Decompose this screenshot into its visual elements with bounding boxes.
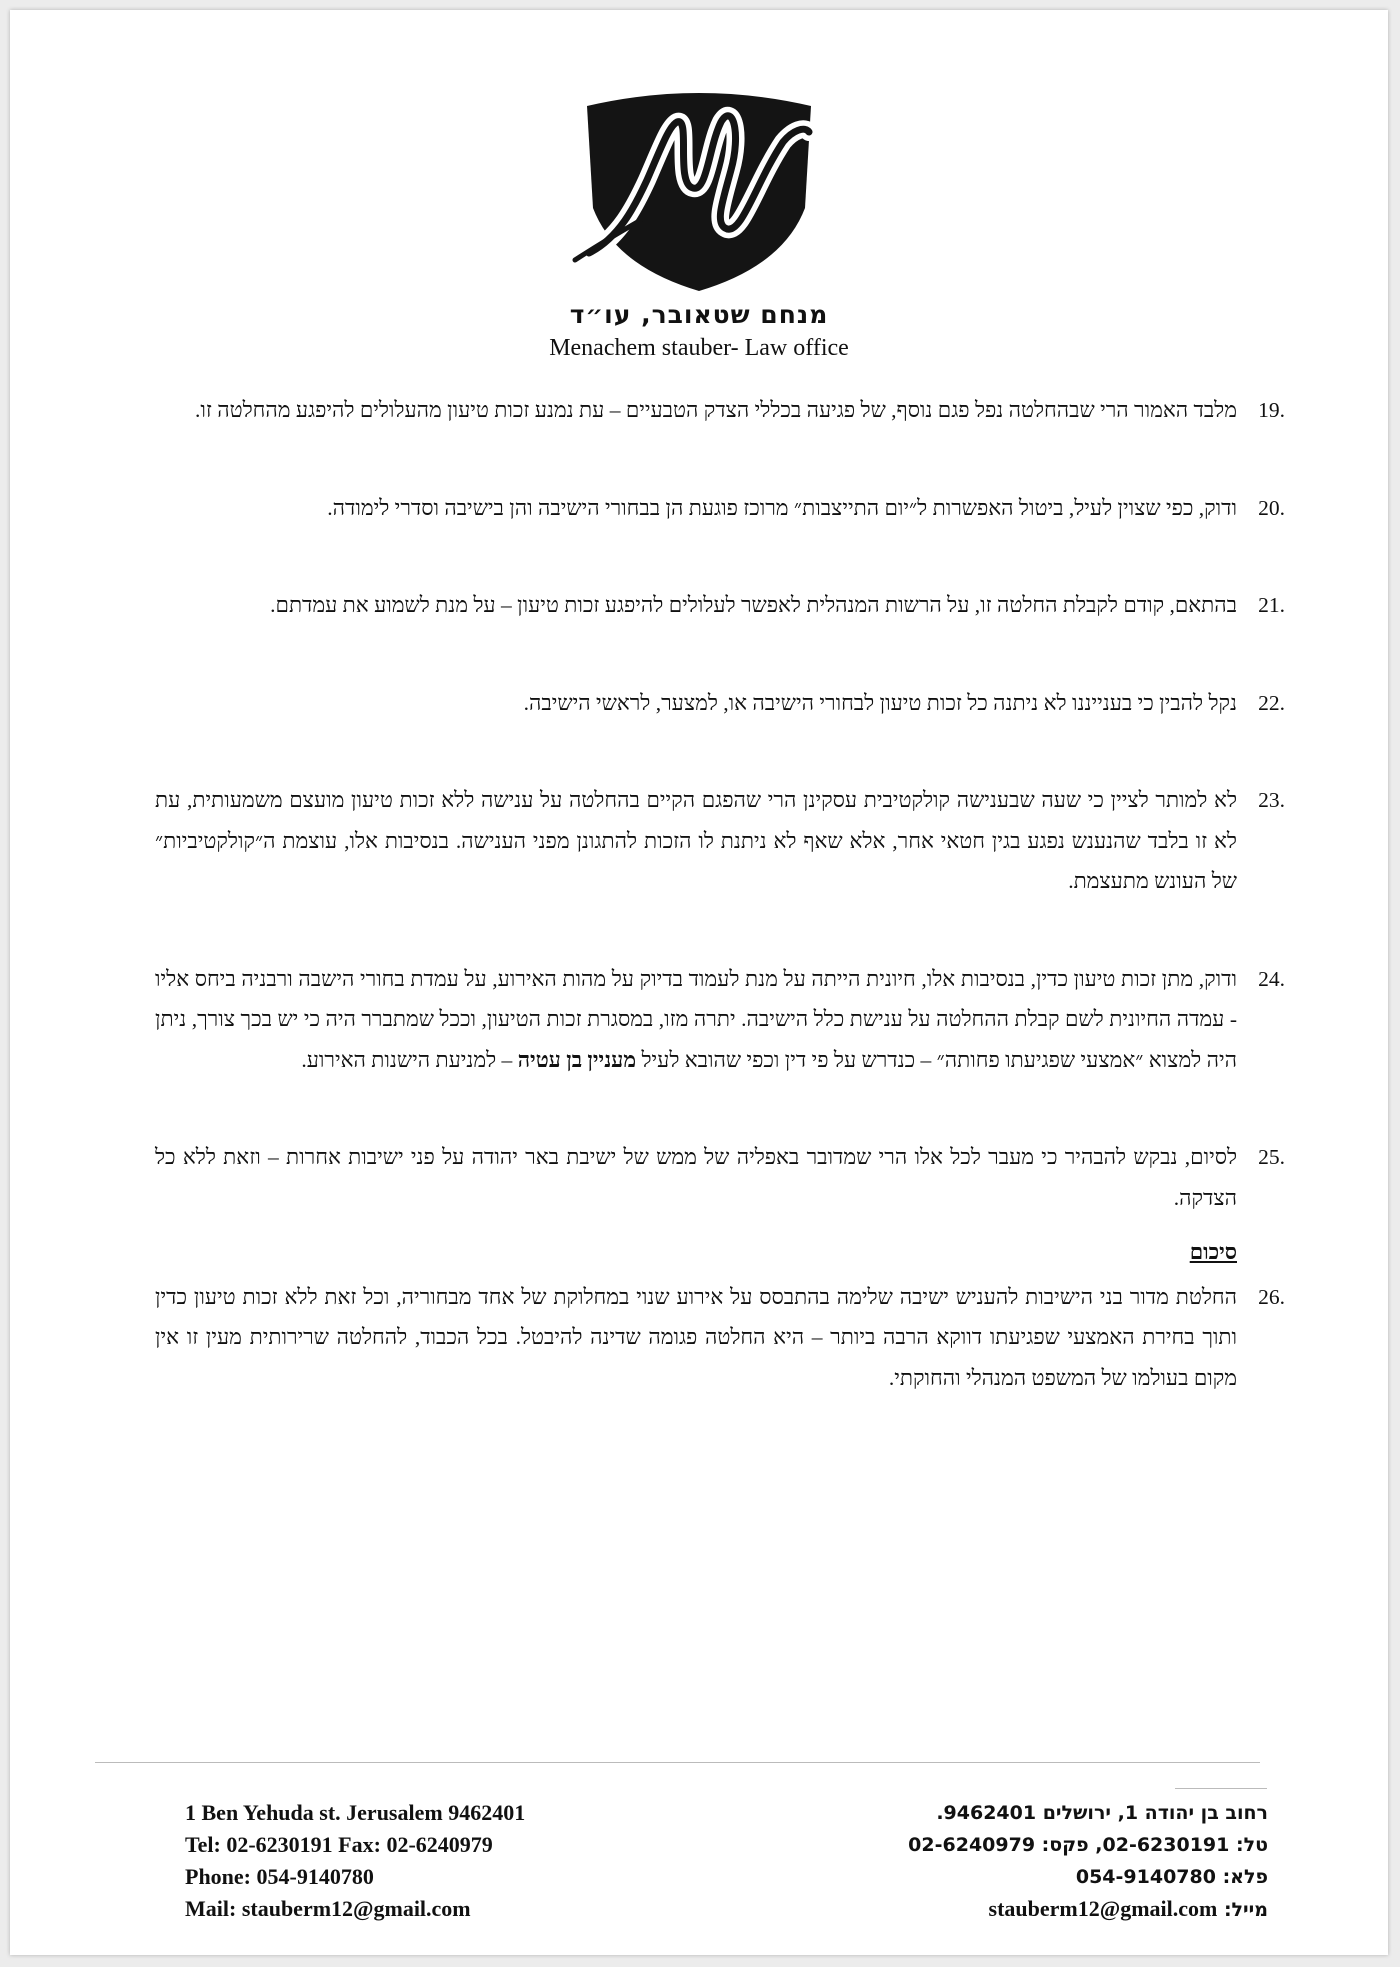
mail-label: מייל: <box>1217 1899 1268 1921</box>
firm-name-english: Menachem stauber- Law office <box>549 335 849 361</box>
footer-contact-english <box>185 1797 525 1925</box>
footer-divider-short <box>1175 1788 1267 1789</box>
paragraph-number: 25. <box>1258 1145 1285 1169</box>
paragraph-number: 24. <box>1258 966 1285 991</box>
paragraph-text: בהתאם, קודם לקבלת החלטה זו, על הרשות המנהלית לאפשר לעלולים להיפגע זכות טיעון – על מנת לשמוע את עמדתם. <box>270 593 1237 617</box>
footer-mail-hebrew <box>908 1893 1268 1926</box>
firm-name-hebrew: מנחם שטאובר, עו״ד <box>569 300 829 329</box>
letterhead-logo <box>10 88 1388 298</box>
paragraph-25 <box>155 1137 1285 1218</box>
paragraph-26 <box>155 1277 1285 1399</box>
paragraph-text: לא למותר לציין כי שעה שבענישה קולקטיבית עסקינן הרי שהפגם הקיים בהחלטה על ענישה ללא זכות טיעון מועצם משמעותית, עת לא זו בלבד שהנענש נפגע בגין חטאי אחר, אלא שאף לא ניתנת לו הזכות להתגונן מפני הענישה. בנסיבות אלו, עוצמת ה״קולקטיביות״ של העונש מתעצמת. <box>155 788 1237 893</box>
paragraph-number: 19. <box>1258 398 1285 422</box>
footer-phone-hebrew: פלא: 054-9140780 <box>1075 1866 1268 1888</box>
paragraph-21 <box>155 585 1285 626</box>
footer-address-hebrew: רחוב בן יהודה 1, ירושלים 9462401. <box>936 1802 1268 1824</box>
paragraph-23 <box>155 780 1285 902</box>
paragraph-22 <box>155 683 1285 724</box>
case-citation: מעניין בן עטיה <box>517 1047 637 1072</box>
footer-tel-fax: Tel: 02-6230191 Fax: 02-6240979 <box>185 1832 493 1857</box>
paragraph-text: ודוק, כפי שצוין לעיל, ביטול האפשרות ל״יום התייצבות״ מרוכז פוגעת הן בבחורי הישיבה והן בישיבה וסדרי לימודה. <box>327 495 1237 520</box>
document-page <box>10 10 1388 1955</box>
paragraph-20 <box>155 488 1285 529</box>
footer-tel-fax-hebrew: טל: 02-6230191, פקס: 02-6240979 <box>908 1834 1268 1856</box>
footer-address: 1 Ben Yehuda st. Jerusalem 9462401 <box>185 1800 526 1825</box>
section-title-summary: סיכום <box>1189 1240 1237 1264</box>
footer-contact-hebrew <box>908 1797 1268 1926</box>
paragraph-24 <box>155 959 1285 1081</box>
mail-address-link[interactable]: stauberm12@gmail.com <box>988 1896 1218 1921</box>
shield-logo-icon <box>569 88 829 298</box>
paragraph-number: 21. <box>1258 593 1285 617</box>
paragraph-number: 26. <box>1258 1284 1285 1309</box>
paragraph-number: 23. <box>1258 788 1285 812</box>
footer-divider <box>95 1762 1260 1763</box>
paragraph-text: נקל להבין כי בענייננו לא ניתנה כל זכות טיעון לבחורי הישיבה או, למצער, לראשי הישיבה. <box>523 690 1237 715</box>
paragraph-text-part: ודוק, מתן זכות טיעון כדין, בנסיבות אלו, חיונית הייתה על מנת לעמוד בדיוק על מהות האירוע, על עמדת בחורי הישבה ורבניה ביחס אליו - עמדה החיונית לשם קבלת ההחלטה על ענישת כלל הישיבה. יתרה מזו, במסגרת זכות הטיעון, וככל שמתברר היה כי יש בכך צורך, ניתן היה למצוא ״אמצעי שפגיעתו פחותה״ – כנדרש על פי דין וכפי שהובא לעיל <box>155 966 1237 1072</box>
paragraph-text: מלבד האמור הרי שבהחלטה נפל פגם נוסף, של פגיעה בכללי הצדק הטבעיים – עת נמנע זכות טיעון מהעלולים להיפגע מהחלטה זו. <box>194 398 1237 422</box>
paragraph-number: 22. <box>1258 690 1285 715</box>
footer-phone: Phone: 054-9140780 <box>185 1864 374 1889</box>
document-body <box>155 390 1285 1398</box>
footer-mail: Mail: stauberm12@gmail.com <box>185 1896 471 1921</box>
paragraph-text-part: – למניעת הישנות האירוע. <box>301 1047 518 1072</box>
paragraph-19 <box>155 390 1285 431</box>
paragraph-text: החלטת מדור בני הישיבות להעניש ישיבה שלימה בהתבסס על אירוע שנוי במחלוקת של אחד מבחוריה, וכל זאת ללא זכות טיעון כדין ותוך בחירת האמצעי שפגיעתו דווקא הרבה ביותר – היא החלטה פגומה שדינה להיבטל. בכל הכבוד, להחלטה שרירותית מעין זו אין מקום בעולמו של המשפט המנהלי והחוקתי. <box>155 1284 1237 1390</box>
paragraph-text <box>155 959 1237 1081</box>
paragraph-text: לסיום, נבקש להבהיר כי מעבר לכל אלו הרי שמדובר באפליה של ממש של ישיבת באר יהודה על פני ישיבות אחרות – וזאת ללא כל הצדקה. <box>155 1145 1237 1210</box>
paragraph-number: 20. <box>1258 495 1285 520</box>
